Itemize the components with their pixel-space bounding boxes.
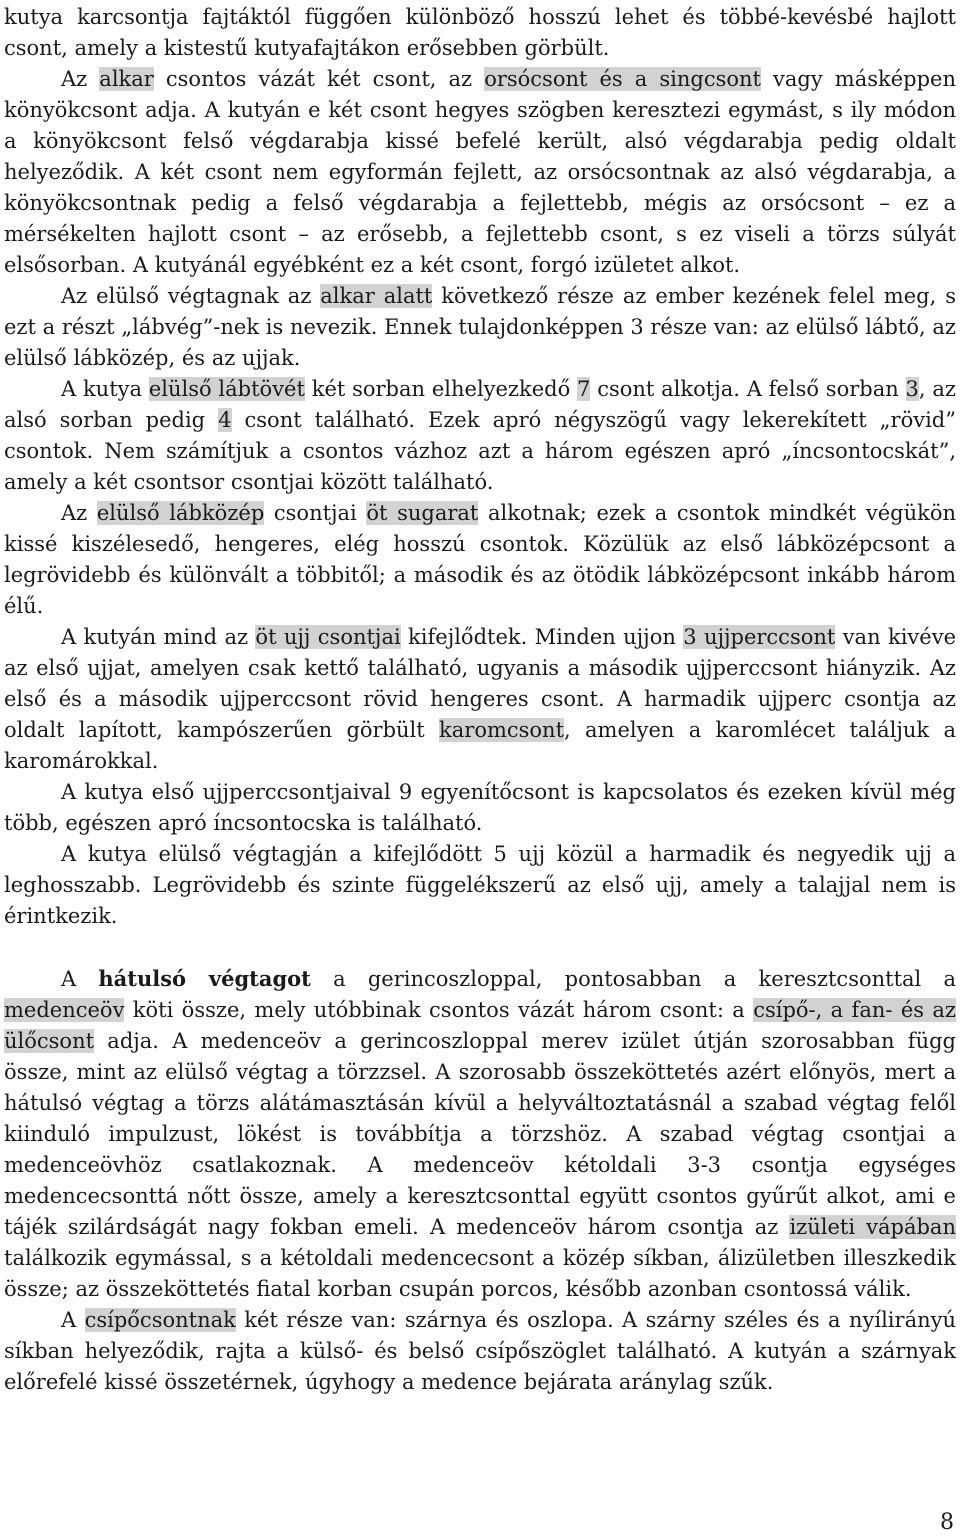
text-run: adja. A medenceöv a gerincoszloppal merev izület útján szorosabban függ össze, mint az elülső végtag a törzzsel. A szorosabb összeköttetés azért előnyös, mert a hátulsó végtag a törzs alátámasztásán kívül a helyváltoztatásnál a szabad végtag felől kiinduló impulzust, lökést is továbbítja a törzshöz. A szabad végtag csontjai a medenceövhöz csatlakoznak. A medenceöv kétoldali 3-3 csontja egységes medencecsonttá nőtt össze, amely a keresztcsonttal együtt csontos gyűrűt alkot, ami e tájék szilárdságát nagy fokban emeli. A medenceöv három csontja az (4, 1029, 956, 1239)
text-run: A (61, 967, 99, 991)
highlighted-term: karomcsont (439, 718, 565, 742)
section-gap (4, 932, 956, 963)
text-run: van kivéve az első ujjat, amelyen csak kettő található, ugyanis a második ujjperccsont hiányzik. Az első és a második ujjperccsont rövid hengeres csont. A harmadik ujjperc csontja az oldalt lapított, kampószerűen görbült (4, 625, 956, 742)
paragraph (4, 374, 956, 498)
page-number: 8 (940, 1510, 954, 1535)
text-run: vagy másképpen könyökcsont adja. A kutyán e két csont hegyes szögben keresztezi egymást, s ily módon a könyökcsont felső végdarabja kissé befelé került, alsó végdarabja pedig oldalt helyeződik. A két csont nem egyformán fejlett, az orsócsontnak az alsó végdarabja, a könyökcsontnak pedig a felső végdarabja a fejlettebb, mégis az orsócsont – ez a mérsékelten hajlott csont – az erősebb, a fejlettebb csont, s ez viseli a törzs súlyát elsősorban. A kutyánál egyébként ez a két csont, forgó izületet alkot. (4, 67, 956, 277)
text-run: Az (61, 67, 100, 91)
text-run: csontos vázát két csont, az (153, 67, 485, 91)
highlighted-term: alkar (99, 67, 154, 91)
text-run: két része van: szárnya és oszlopa. A szárny széles és a nyílirányú síkban helyeződik, rajta a külső- és belső csípőszöglet található. A kutyán a szárnyak előrefelé kissé összetérnek, úgyhogy a medence bejárata aránylag szűk. (4, 1308, 957, 1394)
paragraph (4, 498, 956, 622)
bold-term: hátulsó végtagot (98, 966, 311, 991)
text-run: Az elülső végtagnak az (61, 284, 321, 308)
text-run: a gerincoszloppal, pontosabban a keresztcsonttal a (310, 967, 957, 991)
text-run: találkozik egymással, s a kétoldali medencecsont a közép síkban, álizületben illeszkedik össze; az összeköttetés fiatal korban csupán porcos, később azonban csontossá válik. (4, 1246, 956, 1301)
highlighted-term: csípő-, a fan- és az ülőcsont (4, 998, 956, 1053)
highlighted-term: elülső lábtövét (148, 377, 305, 401)
highlighted-term: alkar alatt (320, 284, 433, 308)
paragraph (4, 839, 956, 932)
highlighted-term: 3 ujjperccsont (683, 625, 836, 649)
text-run: következő része az ember kezének felel meg, s ezt a részt „lábvég”-nek is nevezik. Ennek tulajdonképpen 3 része van: az elülső lábtő, az elülső lábközép, és az ujjak. (4, 284, 956, 370)
highlighted-term: csípőcsontnak (84, 1308, 236, 1332)
highlighted-term: 4 (218, 408, 232, 432)
highlighted-term: öt sugarat (366, 501, 479, 525)
text-run: A kutya elülső végtagján a kifejlődött 5 ujj közül a harmadik és negyedik ujj a leghosszabb. Legrövidebb és szinte függelékszerű az első ujj, amely a talajjal nem is érintkezik. (4, 842, 956, 928)
text-run: A kutya (61, 377, 149, 401)
paragraph (4, 777, 956, 839)
body-text (4, 2, 956, 1398)
text-run: Az (61, 501, 97, 525)
text-run: , az alsó sorban pedig (4, 377, 956, 432)
document-page (4, 2, 956, 1398)
paragraph (4, 64, 956, 281)
highlighted-term: elülső lábközép (96, 501, 265, 525)
highlighted-term: 7 (577, 377, 591, 401)
text-run: A (61, 1308, 85, 1332)
text-run: , amelyen a karomlécet találjuk a karomárokkal. (4, 718, 956, 773)
highlighted-term: izületi vápában (789, 1215, 956, 1239)
highlighted-term: medenceöv (4, 998, 125, 1022)
text-run: két sorban elhelyezkedő (304, 377, 578, 401)
paragraph (4, 2, 956, 64)
text-run: alkotnak; ezek a csontok mindkét végükön kissé kiszélesedő, hengeres, elég hosszú csontok. Közülük az első lábközépcsont a legrövidebb és különvált a többitől; a második és az ötödik lábközépcsont inkább három élű. (4, 501, 956, 618)
text-run: csont található. Ezek apró négyszögű vagy lekerekített „rövid” csontok. Nem számítjuk a csontos vázhoz azt a három egészen apró „íncsontocskát”, amely a két csontsor csontjai között található. (4, 408, 956, 494)
text-run: csont alkotja. A felső sorban (590, 377, 906, 401)
highlighted-term: 3 (905, 377, 919, 401)
text-run: köti össze, mely utóbbinak csontos vázát három csont: a (124, 998, 754, 1022)
text-run: A kutya első ujjperccsontjaival 9 egyenítőcsont is kapcsolatos és ezeken kívül még több, egészen apró íncsontocska is található. (4, 780, 956, 835)
text-run: kifejlődtek. Minden ujjon (400, 625, 684, 649)
paragraph (4, 963, 956, 1305)
text-run: kutya karcsontja fajtáktól függően különböző hosszú lehet és többé-kevésbé hajlott csont, amely a kistestű kutyafajtákon erősebben görbült. (4, 5, 956, 60)
paragraph (4, 281, 956, 374)
paragraph (4, 622, 956, 777)
highlighted-term: orsócsont és a singcsont (484, 67, 761, 91)
highlighted-term: öt ujj csontjai (255, 625, 401, 649)
paragraph (4, 1305, 956, 1398)
text-run: A kutyán mind az (61, 625, 256, 649)
text-run: csontjai (264, 501, 367, 525)
